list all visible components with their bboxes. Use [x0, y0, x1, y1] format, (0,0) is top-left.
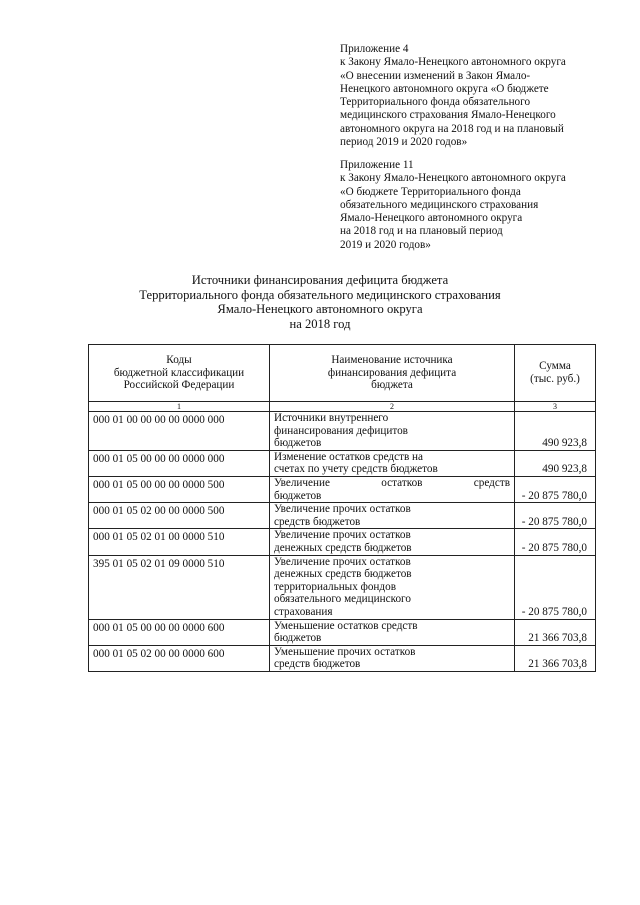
row-name: Увеличение прочих остатков денежных средств бюджетов территориальных фондов обязательного медицинского страхования	[270, 555, 515, 619]
row-code: 000 01 05 00 00 00 0000 500	[89, 476, 270, 502]
title-line: Источники финансирования дефицита бюджета	[191, 273, 449, 287]
row-code: 000 01 00 00 00 00 0000 000	[89, 412, 270, 451]
row-sum: 21 366 703,8	[515, 645, 596, 671]
row-code: 000 01 05 00 00 00 0000 600	[89, 619, 270, 645]
row-sum: 490 923,8	[515, 450, 596, 476]
row-name: Уменьшение прочих остатков средств бюджетов	[270, 645, 515, 671]
row-sum: 21 366 703,8	[515, 619, 596, 645]
annex-line: медицинского страхования Ямало-Ненецкого	[340, 109, 556, 122]
annex-11-header	[340, 159, 610, 252]
annex-line: 2019 и 2020 годов»	[340, 238, 431, 251]
row-code: 395 01 05 02 01 09 0000 510	[89, 555, 270, 619]
row-sum: 490 923,8	[515, 412, 596, 451]
row-code: 000 01 05 00 00 00 0000 000	[89, 450, 270, 476]
row-sum: - 20 875 780,0	[515, 529, 596, 555]
table-row	[89, 476, 596, 502]
row-name: Источники внутреннего финансирования дефицитов бюджетов	[270, 412, 515, 451]
column-number: 2	[270, 402, 515, 412]
row-name: Увеличение прочих остатков средств бюджетов	[270, 503, 515, 529]
table-row	[89, 412, 596, 451]
row-code: 000 01 05 02 00 00 0000 500	[89, 503, 270, 529]
annex-line: Территориального фонда обязательного	[340, 96, 531, 109]
header-codes: Коды бюджетной классификации Российской Федерации	[89, 345, 270, 402]
annex-line: автономного округа на 2018 год и на плановый	[340, 122, 564, 135]
annex-line: Приложение 11	[340, 159, 414, 171]
title-line: Ямало-Ненецкого автономного округа	[217, 302, 423, 317]
table-row	[89, 555, 596, 619]
row-sum: - 20 875 780,0	[515, 503, 596, 529]
header-sum: Сумма (тыс. руб.)	[515, 345, 596, 402]
row-name: Увеличение остатков средств бюджетов	[270, 476, 515, 502]
annex-4-header	[340, 43, 610, 149]
table-row	[89, 503, 596, 529]
row-name: Уменьшение остатков средств бюджетов	[270, 619, 515, 645]
financing-sources-table	[88, 344, 596, 672]
annex-line: к Закону Ямало-Ненецкого автономного округа	[340, 172, 566, 185]
annex-line: на 2018 год и на плановый период	[340, 225, 503, 238]
annex-line: обязательного медицинского страхования	[340, 198, 539, 211]
column-number: 3	[515, 402, 596, 412]
row-code: 000 01 05 02 00 00 0000 600	[89, 645, 270, 671]
column-number-row	[89, 402, 596, 412]
table-header-row	[89, 345, 596, 402]
annex-line: Приложение 4	[340, 43, 409, 55]
annex-line: Ямало-Ненецкого автономного округа	[340, 212, 523, 225]
annex-line: Ненецкого автономного округа «О бюджете	[340, 82, 549, 95]
annex-line: к Закону Ямало-Ненецкого автономного округа	[340, 56, 566, 69]
row-code: 000 01 05 02 01 00 0000 510	[89, 529, 270, 555]
column-number: 1	[89, 402, 270, 412]
annex-line: «О бюджете Территориального фонда	[340, 185, 521, 198]
table-row	[89, 529, 596, 555]
row-sum: - 20 875 780,0	[515, 555, 596, 619]
table-row	[89, 645, 596, 671]
header-name: Наименование источника финансирования дефицита бюджета	[270, 345, 515, 402]
annex-line: «О внесении изменений в Закон Ямало-	[340, 69, 531, 82]
row-name: Изменение остатков средств на счетах по учету средств бюджетов	[270, 450, 515, 476]
row-name: Увеличение прочих остатков денежных средств бюджетов	[270, 529, 515, 555]
title-line: на 2018 год	[289, 316, 351, 331]
annex-line: период 2019 и 2020 годов»	[340, 136, 468, 149]
title-line: Территориального фонда обязательного медицинского страхования	[139, 287, 501, 302]
row-sum: - 20 875 780,0	[515, 476, 596, 502]
table-row	[89, 450, 596, 476]
document-title	[60, 273, 580, 331]
table-row	[89, 619, 596, 645]
